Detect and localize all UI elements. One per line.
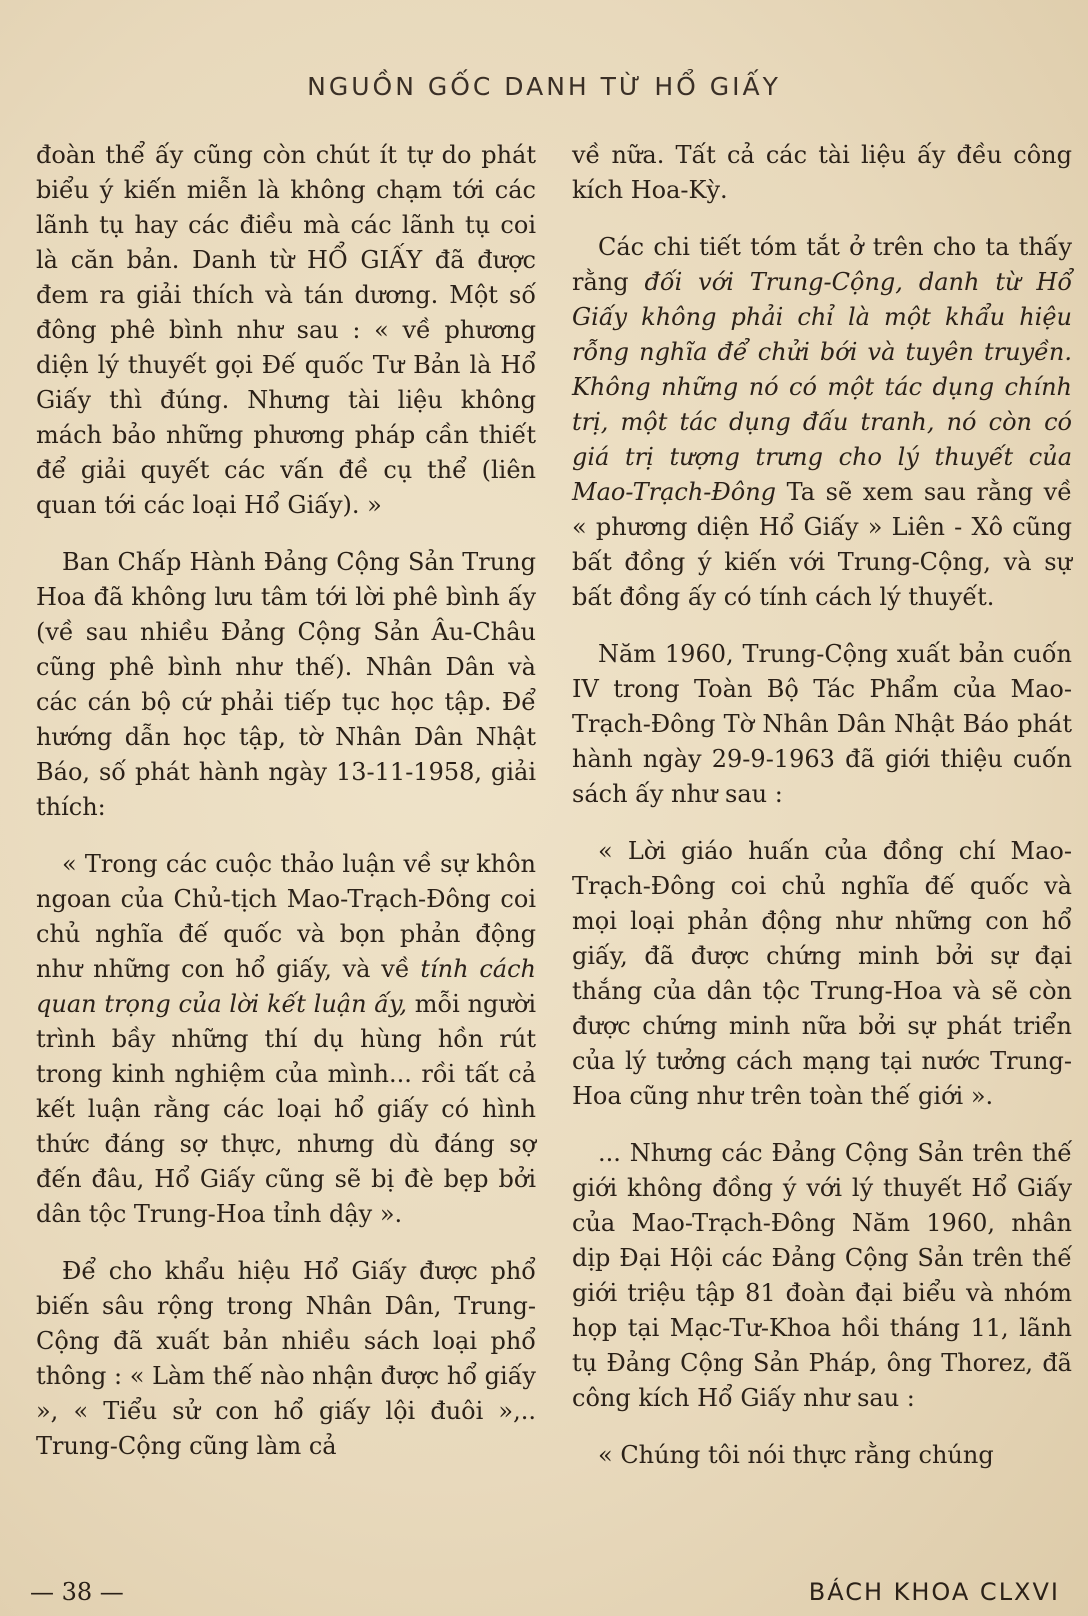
paragraph: Để cho khẩu hiệu Hổ Giấy được phổ biến sâu rộng trong Nhân Dân, Trung-Cộng đã xuất bản nhiều sách loại phổ thông : « Làm thế nào nhận được hổ giấy », « Tiểu sử con hổ giấy lội đuôi »,.. Trung-Cộng cũng làm cả [36, 1257, 536, 1460]
right-column [572, 138, 1072, 1473]
paragraph: về nữa. Tất cả các tài liệu ấy đều công kích Hoa-Kỳ. [572, 141, 1072, 204]
paragraph [572, 230, 1072, 615]
paragraph [36, 847, 536, 1232]
italic-text: đối với Trung-Cộng, danh từ Hổ Giấy không phải chỉ là một khẩu hiệu rỗng nghĩa để chửi bới và tuyên truyền. Không những nó có một tác dụng chính trị, một tác dụng đấu tranh, nó còn có giá trị tượng trưng cho lý thuyết của Mao-Trạch-Đông [572, 268, 1072, 506]
quote-text: « Trong các cuộc thảo luận về sự khôn ngoan của Chủ-tịch Mao-Trạch-Đông coi chủ nghĩa đế quốc và bọn phản động như những con hổ giấy, và về [36, 850, 536, 983]
quote-text: mỗi người trình bầy những thí dụ hùng hồn rút trong kinh nghiệm của mình... rồi tất cả kết luận rằng các loại hổ giấy có hình thức đáng sợ thực, nhưng dù đáng sợ đến đâu, Hổ Giấy cũng sẽ bị đè bẹp bởi dân tộc Trung-Hoa tỉnh dậy ». [36, 990, 537, 1228]
paragraph: đoàn thể ấy cũng còn chút ít tự do phát biểu ý kiến miễn là không chạm tới các lãnh tụ hay các điều mà các lãnh tụ coi là căn bản. Danh từ HỔ GIẤY đã được đem ra giải thích và tán dương. Một số đông phê bình như sau : « về phương diện lý thuyết gọi Đế quốc Tư Bản là Hổ Giấy thì đúng. Nhưng tài liệu không mách bảo những phương pháp cần thiết để giải quyết các vấn đề cụ thể (liên quan tới các loại Hổ Giấy). » [36, 141, 536, 519]
paragraph: Năm 1960, Trung-Cộng xuất bản cuốn IV trong Toàn Bộ Tác Phẩm của Mao-Trạch-Đông Tờ Nhân Dân Nhật Báo phát hành ngày 29-9-1963 đã giới thiệu cuốn sách ấy như sau : [572, 640, 1072, 808]
paragraph: Ban Chấp Hành Đảng Cộng Sản Trung Hoa đã không lưu tâm tới lời phê bình ấy (về sau nhiều Đảng Cộng Sản Âu-Châu cũng phê bình như thế). Nhân Dân và các cán bộ cứ phải tiếp tục học tập. Để hướng dẫn học tập, tờ Nhân Dân Nhật Báo, số phát hành ngày 13-11-1958, giải thích: [36, 548, 536, 821]
body-text: Các chi tiết tóm tắt ở trên cho ta thấy rằng [572, 233, 1072, 296]
paragraph: ... Nhưng các Đảng Cộng Sản trên thế giới không đồng ý với lý thuyết Hổ Giấy của Mao-Trạch-Đông Năm 1960, nhân dịp Đại Hội các Đảng Cộng Sản trên thế giới triệu tập 81 đoàn đại biểu và nhóm họp tại Mạc-Tư-Khoa hồi tháng 11, lãnh tụ Đảng Cộng Sản Pháp, ông Thorez, đã công kích Hổ Giấy như sau : [572, 1139, 1072, 1412]
running-header: NGUỒN GỐC DANH TỪ HỔ GIẤY [307, 72, 781, 101]
italic-text: tính cách quan trọng của lời kết luận ấy, [36, 955, 537, 1018]
paragraph: « Lời giáo huấn của đồng chí Mao-Trạch-Đông coi chủ nghĩa đế quốc và mọi loại phản động như những con hổ giấy, đã được chứng minh bởi sự đại thắng của dân tộc Trung-Hoa và sẽ còn được chứng minh nữa bởi sự phát triển của lý tưởng cách mạng tại nước Trung-Hoa cũng như trên toàn thế giới ». [572, 837, 1072, 1110]
journal-name: BÁCH KHOA CLXVI [808, 1578, 1060, 1606]
left-column [36, 138, 536, 1464]
page-number: — 38 — [30, 1578, 124, 1606]
paragraph: « Chúng tôi nói thực rằng chúng [598, 1441, 994, 1469]
body-text: Ta sẽ xem sau rằng về « phương diện Hổ Giấy » Liên - Xô cũng bất đồng ý kiến với Trung-Cộng, và sự bất đồng ấy có tính cách lý thuyết. [572, 478, 1072, 611]
